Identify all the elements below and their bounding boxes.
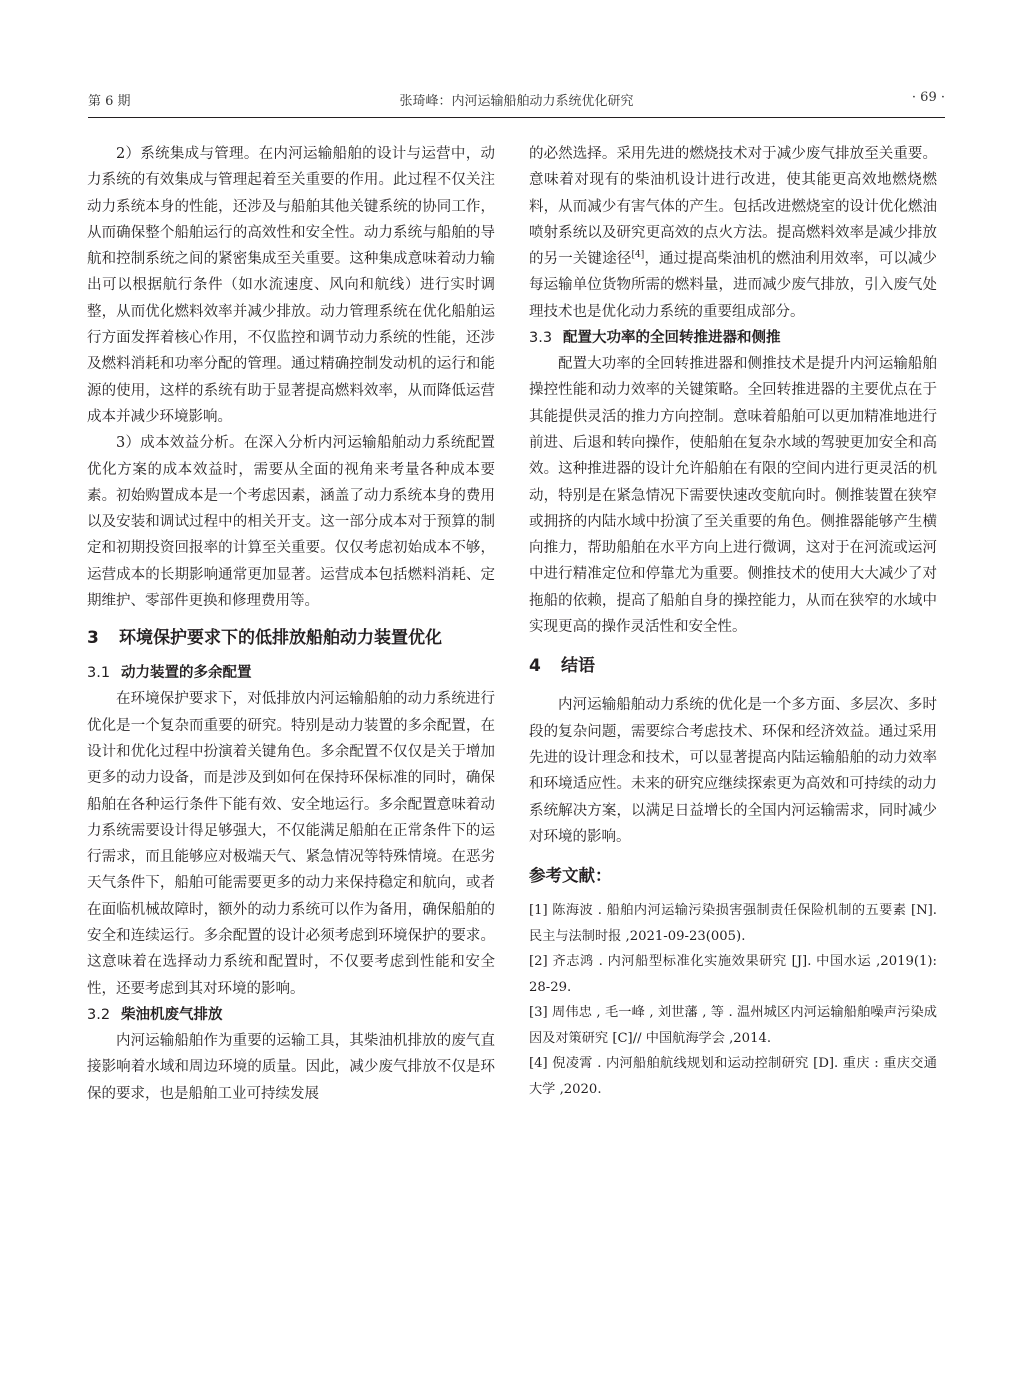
section-3-2-heading bbox=[87, 1002, 495, 1028]
right-column bbox=[529, 141, 937, 1102]
paragraph-text: 的必然选择。采用先进的燃烧技术对于减少废气排放至关重要。意味着对现有的柴油机设计进行改进，使其能更高效地燃烧燃料，从而减少有害气体的产生。包括改进燃烧室的设计优化燃油喷射系统以及研究更高效的点火方法。提高燃料效率是减少排放的另一关键途径 bbox=[529, 146, 937, 268]
section-3-heading bbox=[87, 626, 495, 650]
running-header bbox=[88, 88, 945, 112]
section-number: 4 bbox=[529, 656, 541, 677]
section-number: 3.1 bbox=[87, 665, 111, 682]
section-title: 动力装置的多余配置 bbox=[121, 665, 252, 682]
section-title: 配置大功率的全回转推进器和侧推 bbox=[563, 330, 781, 347]
page-number: · 69 · bbox=[911, 90, 945, 105]
references-heading: 参考文献： bbox=[529, 866, 612, 886]
paragraph-redundant-config: 在环境保护要求下，对低排放内河运输船舶的动力系统进行优化是一个复杂而重要的研究。特别是动力装置的多余配置，在设计和优化过程中扮演着关键角色。多余配置不仅仅是关于增加更多的动力设备，而是涉及到如何在保持环保标准的同时，确保船舶在各种运行条件下能有效、安全地运行。多余配置意味着动力系统需要设计得足够强大，不仅能满足船舶在正常条件下的运行需求，而且能够应对极端天气、紧急情况等特殊情境。在恶劣天气条件下，船舶可能需要更多的动力来保持稳定和航向，或者在面临机械故障时，额外的动力系统可以作为备用，确保船舶的安全和连续运行。多余配置的设计必须考虑到环境保护的要求。这意味着在选择动力系统和配置时，不仅要考虑到性能和安全性，还要考虑到其对环境的影响。 bbox=[87, 691, 495, 997]
paragraph-diesel-emission: 内河运输船舶作为重要的运输工具，其柴油机排放的废气直接影响着水域和周边环境的质量。因此，减少废气排放不仅是环保的要求，也是船舶工业可持续发展 bbox=[87, 1032, 495, 1102]
section-number: 3.3 bbox=[529, 330, 553, 347]
paragraph-text: ，通过提高柴油机的燃油利用效率，可以减少每运输单位货物所需的燃料量，进而减少废气排放，引入废气处理技术也是优化动力系统的重要组成部分。 bbox=[529, 251, 938, 320]
section-number: 3.2 bbox=[87, 1006, 111, 1023]
section-3-3-heading bbox=[529, 325, 937, 351]
paragraph-conclusion: 内河运输船舶动力系统的优化是一个多方面、多层次、多时段的复杂问题，需要综合考虑技术、环保和经济效益。通过采用先进的设计理念和技术，可以显著提高内陆运输船舶的动力效率和环境适应性。未来的研究应继续探索更为高效和可持续的动力系统解决方案，以满足日益增长的全国内河运输需求，同时减少对环境的影响。 bbox=[529, 697, 937, 845]
reference-item: [2] 齐志鸿 . 内河船型标准化实施效果研究 [J]. 中国水运 ,2019(1): 28-29. bbox=[529, 954, 937, 995]
paragraph-thrusters: 配置大功率的全回转推进器和侧推技术是提升内河运输船舶操控性能和动力效率的关键策略。全回转推进器的主要优点在于其能提供灵活的推力方向控制。意味着船舶可以更加精准地进行前进、后退和转向操作，使船舶在复杂水域的驾驶更加安全和高效。这种推进器的设计允许船舶在有限的空间内进行更灵活的机动，特别是在紧急情况下需要快速改变航向时。侧推装置在狭窄或拥挤的内陆水域中扮演了至关重要的角色。侧推器能够产生横向推力，帮助船舶在水平方向上进行微调，这对于在河流或运河中进行精准定位和停靠尤为重要。侧推技术的使用大大减少了对拖船的依赖，提高了船舶自身的操控能力，从而在狭窄的水域中实现更高的操作灵活性和安全性。 bbox=[529, 356, 937, 636]
section-title: 结语 bbox=[561, 656, 595, 677]
section-3-1-heading bbox=[87, 660, 495, 686]
section-title: 环境保护要求下的低排放船舶动力装置优化 bbox=[119, 628, 442, 649]
running-title: 张琦峰：内河运输船舶动力系统优化研究 bbox=[399, 94, 634, 109]
section-4-heading bbox=[529, 654, 937, 678]
references-list bbox=[529, 898, 937, 1102]
citation-marker: [4] bbox=[631, 250, 645, 261]
left-column bbox=[87, 141, 495, 1107]
section-title: 柴油机废气排放 bbox=[121, 1006, 223, 1023]
reference-item: [1] 陈海波 . 船舶内河运输污染损害强制责任保险机制的五要素 [N]. 民主与法制时报 ,2021-09-23(005). bbox=[529, 903, 937, 944]
reference-item: [3] 周伟忠 , 毛一峰 , 刘世藩 , 等 . 温州城区内河运输船舶噪声污染成因及对策研究 [C]// 中国航海学会 ,2014. bbox=[529, 1005, 937, 1046]
issue-number: 第 6 期 bbox=[88, 94, 131, 109]
paragraph-system-integration: 2）系统集成与管理。在内河运输船舶的设计与运营中，动力系统的有效集成与管理起着至关重要的作用。此过程不仅关注动力系统本身的性能，还涉及与船舶其他关键系统的协同工作，从而确保整个船舶运行的高效性和安全性。动力系统与船舶的导航和控制系统之间的紧密集成至关重要。这种集成意味着动力输出可以根据航行条件（如水流速度、风向和航线）进行实时调整，从而优化燃料效率并减少排放。动力管理系统在优化船舶运行方面发挥着核心作用，不仅监控和调节动力系统的性能，还涉及燃料消耗和功率分配的管理。通过精确控制发动机的运行和能源的使用，这样的系统有助于显著提高燃料效率，从而降低运营成本并减少环境影响。 bbox=[87, 146, 495, 425]
paragraph-emission-continued bbox=[529, 141, 937, 325]
paragraph-cost-benefit: 3）成本效益分析。在深入分析内河运输船舶动力系统配置优化方案的成本效益时，需要从全面的视角来考量各种成本要素。初始购置成本是一个考虑因素，涵盖了动力系统本身的费用以及安装和调试过程中的相关开支。这一部分成本对于预算的制定和初期投资回报率的计算至关重要。仅仅考虑初始成本不够，运营成本的长期影响通常更加显著。运营成本包括燃料消耗、定期维护、零部件更换和修理费用等。 bbox=[87, 435, 495, 610]
header-rule bbox=[88, 117, 945, 118]
section-number: 3 bbox=[87, 628, 99, 649]
reference-item: [4] 倪凌霄 . 内河船舶航线规划和运动控制研究 [D]. 重庆 : 重庆交通大学 ,2020. bbox=[529, 1056, 937, 1097]
